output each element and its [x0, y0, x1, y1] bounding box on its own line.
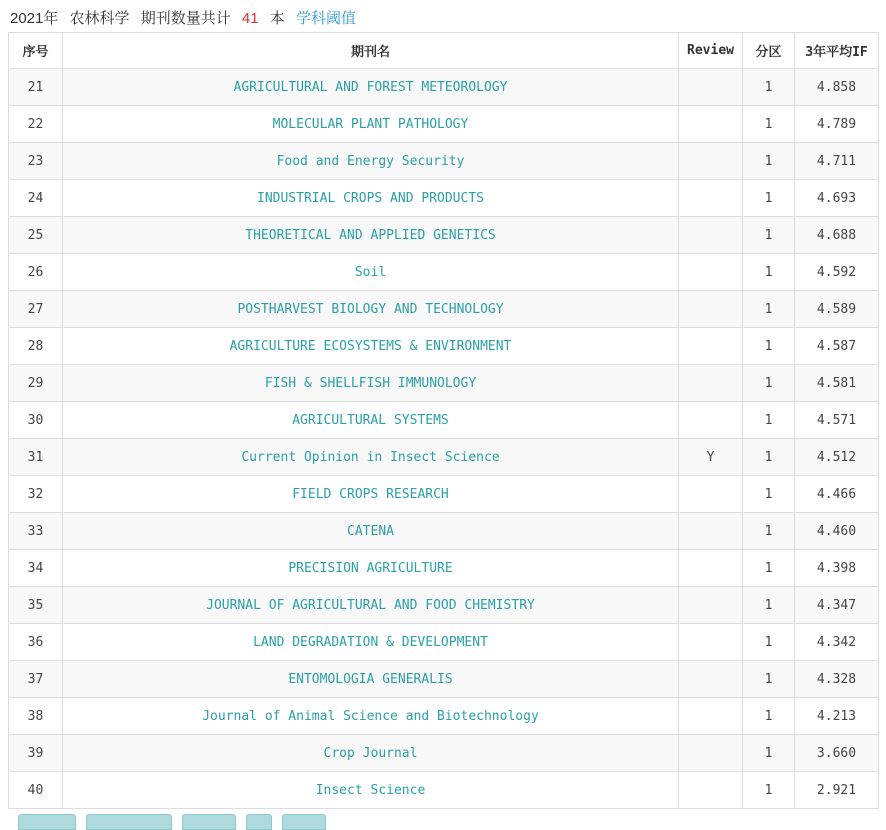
serial-cell: 33	[9, 513, 63, 550]
zone-cell: 1	[743, 106, 795, 143]
journal-cell	[63, 476, 679, 513]
journal-cell	[63, 698, 679, 735]
journal-cell	[63, 587, 679, 624]
journal-row	[9, 735, 879, 772]
if-cell: 4.571	[795, 402, 879, 439]
pagination-button-partial[interactable]	[18, 814, 76, 830]
journal-link[interactable]: CATENA	[347, 523, 394, 539]
journal-cell	[63, 180, 679, 217]
journal-link[interactable]: AGRICULTURAL SYSTEMS	[292, 412, 449, 428]
if-cell: 4.398	[795, 550, 879, 587]
review-cell	[679, 69, 743, 106]
serial-cell: 25	[9, 217, 63, 254]
zone-cell: 1	[743, 550, 795, 587]
zone-cell: 1	[743, 698, 795, 735]
journal-link[interactable]: FISH & SHELLFISH IMMUNOLOGY	[264, 375, 477, 391]
review-cell	[679, 143, 743, 180]
if-cell: 4.466	[795, 476, 879, 513]
serial-cell: 23	[9, 143, 63, 180]
journal-cell	[63, 661, 679, 698]
pagination-button-partial[interactable]	[182, 814, 236, 830]
if-cell: 4.460	[795, 513, 879, 550]
serial-cell: 40	[9, 772, 63, 809]
subject-threshold-link[interactable]: 学科阈值	[295, 10, 356, 27]
review-cell	[679, 513, 743, 550]
review-cell	[679, 624, 743, 661]
journal-cell	[63, 735, 679, 772]
serial-cell: 35	[9, 587, 63, 624]
journal-row	[9, 476, 879, 513]
if-cell: 4.347	[795, 587, 879, 624]
if-cell: 4.688	[795, 217, 879, 254]
serial-cell: 22	[9, 106, 63, 143]
if-cell: 4.711	[795, 143, 879, 180]
journal-link[interactable]: Crop Journal	[323, 745, 418, 761]
journal-row	[9, 106, 879, 143]
journal-link[interactable]: LAND DEGRADATION & DEVELOPMENT	[253, 634, 488, 650]
journal-link[interactable]: MOLECULAR PLANT PATHOLOGY	[272, 116, 469, 132]
if-cell: 4.587	[795, 328, 879, 365]
journal-link[interactable]: POSTHARVEST BIOLOGY AND TECHNOLOGY	[237, 301, 504, 317]
table-header-row	[9, 33, 879, 69]
journal-link[interactable]: ENTOMOLOGIA GENERALIS	[288, 671, 453, 687]
serial-cell: 36	[9, 624, 63, 661]
if-cell: 4.789	[795, 106, 879, 143]
journal-row	[9, 402, 879, 439]
journal-link[interactable]: Soil	[354, 264, 387, 280]
journal-row	[9, 587, 879, 624]
journal-cell	[63, 69, 679, 106]
journal-link[interactable]: FIELD CROPS RESEARCH	[292, 486, 449, 502]
review-cell	[679, 254, 743, 291]
if-cell: 3.660	[795, 735, 879, 772]
zone-cell: 1	[743, 439, 795, 476]
pagination-button-partial[interactable]	[86, 814, 172, 830]
zone-cell: 1	[743, 735, 795, 772]
zone-cell: 1	[743, 291, 795, 328]
page-title	[10, 7, 363, 28]
review-cell	[679, 698, 743, 735]
journal-link[interactable]: Journal of Animal Science and Biotechnology	[202, 708, 539, 724]
serial-cell: 29	[9, 365, 63, 402]
journal-cell	[63, 402, 679, 439]
review-cell	[679, 772, 743, 809]
zone-cell: 1	[743, 69, 795, 106]
journal-row	[9, 217, 879, 254]
review-cell	[679, 587, 743, 624]
journal-link[interactable]: Food and Energy Security	[276, 153, 465, 169]
journal-row	[9, 180, 879, 217]
journal-cell	[63, 143, 679, 180]
if-cell: 4.512	[795, 439, 879, 476]
zone-cell: 1	[743, 661, 795, 698]
review-cell	[679, 365, 743, 402]
if-cell: 4.592	[795, 254, 879, 291]
zone-cell: 1	[743, 254, 795, 291]
column-header-review: Review	[679, 33, 743, 69]
review-cell	[679, 735, 743, 772]
journal-row	[9, 69, 879, 106]
if-cell: 2.921	[795, 772, 879, 809]
review-cell: Y	[679, 439, 743, 476]
serial-cell: 28	[9, 328, 63, 365]
serial-cell: 21	[9, 69, 63, 106]
if-cell: 4.693	[795, 180, 879, 217]
if-cell: 4.213	[795, 698, 879, 735]
journal-cell	[63, 550, 679, 587]
review-cell	[679, 328, 743, 365]
review-cell	[679, 550, 743, 587]
journal-row	[9, 143, 879, 180]
zone-cell: 1	[743, 513, 795, 550]
serial-cell: 31	[9, 439, 63, 476]
pagination-strip	[18, 814, 326, 828]
serial-cell: 26	[9, 254, 63, 291]
journal-cell	[63, 217, 679, 254]
journal-row	[9, 328, 879, 365]
journal-cell	[63, 365, 679, 402]
zone-cell: 1	[743, 365, 795, 402]
journal-row	[9, 291, 879, 328]
review-cell	[679, 217, 743, 254]
title-unit: 本	[269, 10, 285, 27]
if-cell: 4.328	[795, 661, 879, 698]
review-cell	[679, 291, 743, 328]
serial-cell: 30	[9, 402, 63, 439]
journal-row	[9, 772, 879, 809]
if-cell: 4.589	[795, 291, 879, 328]
column-header-if: 3年平均IF	[795, 33, 879, 69]
zone-cell: 1	[743, 587, 795, 624]
journal-link[interactable]: Insect Science	[315, 782, 426, 798]
journal-row	[9, 439, 879, 476]
journal-link[interactable]: JOURNAL OF AGRICULTURAL AND FOOD CHEMISTRY	[206, 597, 535, 613]
journal-cell	[63, 439, 679, 476]
review-cell	[679, 661, 743, 698]
journal-cell	[63, 624, 679, 661]
column-header-journal: 期刊名	[63, 33, 679, 69]
journal-cell	[63, 513, 679, 550]
journal-link[interactable]: THEORETICAL AND APPLIED GENETICS	[245, 227, 496, 243]
journal-table-body	[9, 69, 879, 809]
journal-link[interactable]: INDUSTRIAL CROPS AND PRODUCTS	[257, 190, 484, 206]
journal-cell	[63, 291, 679, 328]
serial-cell: 39	[9, 735, 63, 772]
pagination-button-partial[interactable]	[246, 814, 272, 830]
zone-cell: 1	[743, 328, 795, 365]
journal-row	[9, 661, 879, 698]
title-year: 2021年	[10, 10, 59, 27]
journal-cell	[63, 328, 679, 365]
zone-cell: 1	[743, 476, 795, 513]
if-cell: 4.581	[795, 365, 879, 402]
zone-cell: 1	[743, 402, 795, 439]
serial-cell: 37	[9, 661, 63, 698]
journal-link[interactable]: AGRICULTURAL AND FOREST METEOROLOGY	[233, 79, 508, 95]
serial-cell: 24	[9, 180, 63, 217]
journal-link[interactable]: Current Opinion in Insect Science	[241, 449, 500, 465]
title-category: 农林科学	[69, 10, 130, 27]
serial-cell: 34	[9, 550, 63, 587]
review-cell	[679, 476, 743, 513]
if-cell: 4.858	[795, 69, 879, 106]
title-count-label: 期刊数量共计	[140, 10, 231, 27]
serial-cell: 27	[9, 291, 63, 328]
column-header-zone: 分区	[743, 33, 795, 69]
title-journal-count: 41	[241, 10, 259, 27]
zone-cell: 1	[743, 624, 795, 661]
pagination-button-partial[interactable]	[282, 814, 326, 830]
journal-link[interactable]: PRECISION AGRICULTURE	[288, 560, 453, 576]
review-cell	[679, 106, 743, 143]
journal-row	[9, 254, 879, 291]
journal-cell	[63, 254, 679, 291]
journal-row	[9, 365, 879, 402]
zone-cell: 1	[743, 143, 795, 180]
zone-cell: 1	[743, 772, 795, 809]
journal-row	[9, 698, 879, 735]
serial-cell: 32	[9, 476, 63, 513]
column-header-serial: 序号	[9, 33, 63, 69]
review-cell	[679, 180, 743, 217]
zone-cell: 1	[743, 217, 795, 254]
zone-cell: 1	[743, 180, 795, 217]
journal-row	[9, 513, 879, 550]
journal-row	[9, 550, 879, 587]
journal-table	[8, 32, 879, 809]
serial-cell: 38	[9, 698, 63, 735]
journal-link[interactable]: AGRICULTURE ECOSYSTEMS & ENVIRONMENT	[229, 338, 512, 354]
journal-cell	[63, 106, 679, 143]
if-cell: 4.342	[795, 624, 879, 661]
journal-row	[9, 624, 879, 661]
journal-cell	[63, 772, 679, 809]
review-cell	[679, 402, 743, 439]
